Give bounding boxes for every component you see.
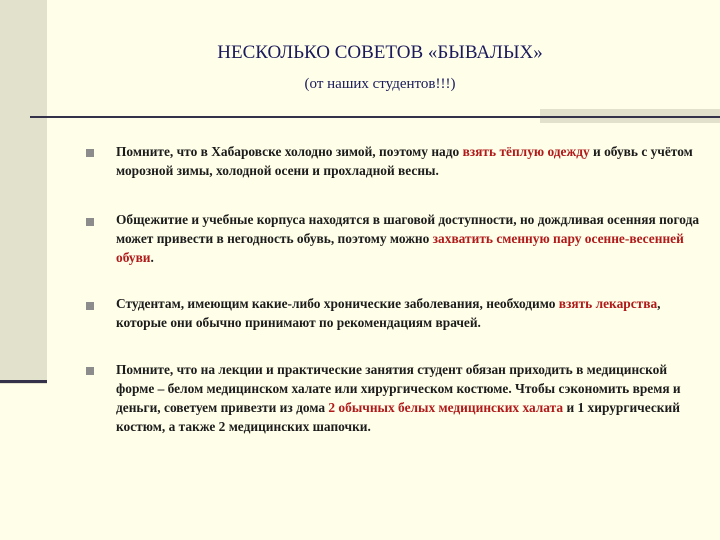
slide-subtitle: (от наших студентов!!!)	[304, 76, 456, 92]
right-rule	[540, 116, 720, 118]
tip-item	[116, 210, 706, 267]
tip-highlight: 2 обычных белых медицинских халата	[328, 400, 564, 415]
bullet-square-icon	[86, 302, 94, 310]
tip-item	[116, 360, 706, 436]
tip-text: Общежитие и учебные корпуса находятся в шаговой доступности, но дождливая осенняя погода может привести в негодность обувь, поэтому можно	[116, 212, 700, 246]
tip-highlight: взять тёплую одежду	[462, 144, 590, 159]
tip-text: и 1 хирургический костюм, а также 2 медицинских шапочки.	[116, 400, 680, 434]
bullet-square-icon	[86, 218, 94, 226]
tip-text: Помните, что на лекции и практические занятия студент обязан приходить в медицинской форме – белом медицинском халате или хирургическом костюме. Чтобы сэкономить время и деньги, советуем привезти из дома	[116, 362, 681, 415]
bullet-square-icon	[86, 367, 94, 375]
left-decor-line	[0, 380, 47, 383]
title-rule	[30, 116, 540, 118]
tip-text: Студентам, имеющим какие-либо хронические заболевания, необходимо	[116, 296, 559, 311]
tip-highlight: взять лекарства	[558, 296, 658, 311]
tip-text: и обувь с учётом морозной зимы, холодной осени и прохладной весны.	[116, 144, 693, 178]
bullet-square-icon	[86, 149, 94, 157]
tip-item	[116, 294, 706, 332]
slide-title: НЕСКОЛЬКО СОВЕТОВ «БЫВАЛЫХ»	[217, 42, 543, 63]
left-decor-band-lower	[0, 384, 47, 540]
tip-text: .	[150, 250, 154, 265]
tip-text: Помните, что в Хабаровске холодно зимой, поэтому надо	[116, 144, 463, 159]
tip-item	[116, 142, 706, 180]
tip-text: , которые они обычно принимают по рекомендациям врачей.	[116, 296, 661, 330]
tip-highlight: захватить сменную пару осенне-весенней обуви	[116, 231, 684, 265]
